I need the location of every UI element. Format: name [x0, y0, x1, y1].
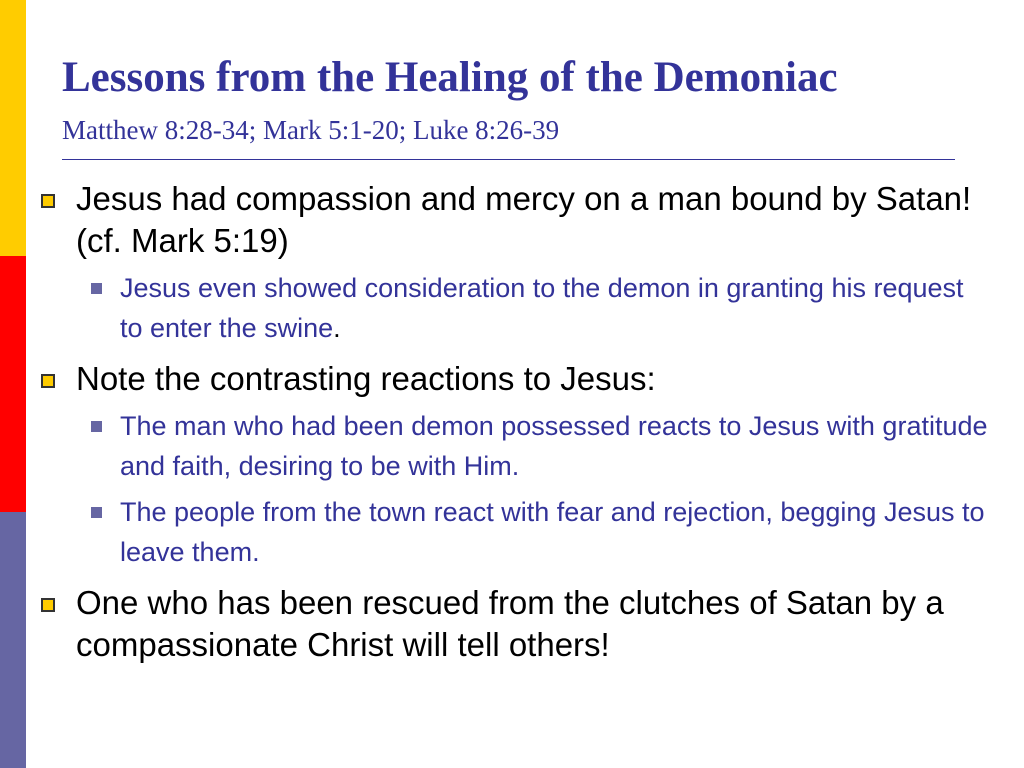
filled-square-bullet-icon [91, 421, 102, 432]
side-bar-yellow [0, 0, 26, 256]
square-bullet-icon [41, 598, 55, 612]
sub-bullet-text: The people from the town react with fear and rejection, begging Jesus to leave them. [120, 497, 985, 567]
bullet-text: Jesus had compassion and mercy on a man bound by Satan! (cf. Mark 5:19) [76, 180, 972, 259]
bullet-item [38, 358, 988, 400]
bullet-text: Note the contrasting reactions to Jesus: [76, 360, 656, 397]
bullet-item [38, 582, 988, 666]
sub-bullet-item [38, 268, 988, 348]
filled-square-bullet-icon [91, 283, 102, 294]
square-bullet-icon [41, 194, 55, 208]
filled-square-bullet-icon [91, 507, 102, 518]
sub-bullet-item [38, 492, 988, 572]
sub-bullet-item [38, 406, 988, 486]
sub-bullet-text: The man who had been demon possessed reacts to Jesus with gratitude and faith, desiring to be with Him. [120, 411, 988, 481]
sub-bullet-text: Jesus even showed consideration to the demon in granting his request to enter the swine [120, 273, 964, 343]
square-bullet-icon [41, 374, 55, 388]
sub-bullet-period: . [333, 313, 341, 343]
slide-title: Lessons from the Healing of the Demoniac [62, 54, 838, 101]
slide-body [38, 178, 988, 672]
bullet-item [38, 178, 988, 262]
side-bar-red [0, 256, 26, 512]
title-divider [62, 159, 955, 160]
side-bar-blue [0, 512, 26, 768]
slide-subtitle: Matthew 8:28-34; Mark 5:1-20; Luke 8:26-39 [62, 115, 560, 145]
bullet-text: One who has been rescued from the clutches of Satan by a compassionate Christ will tell others! [76, 584, 944, 663]
